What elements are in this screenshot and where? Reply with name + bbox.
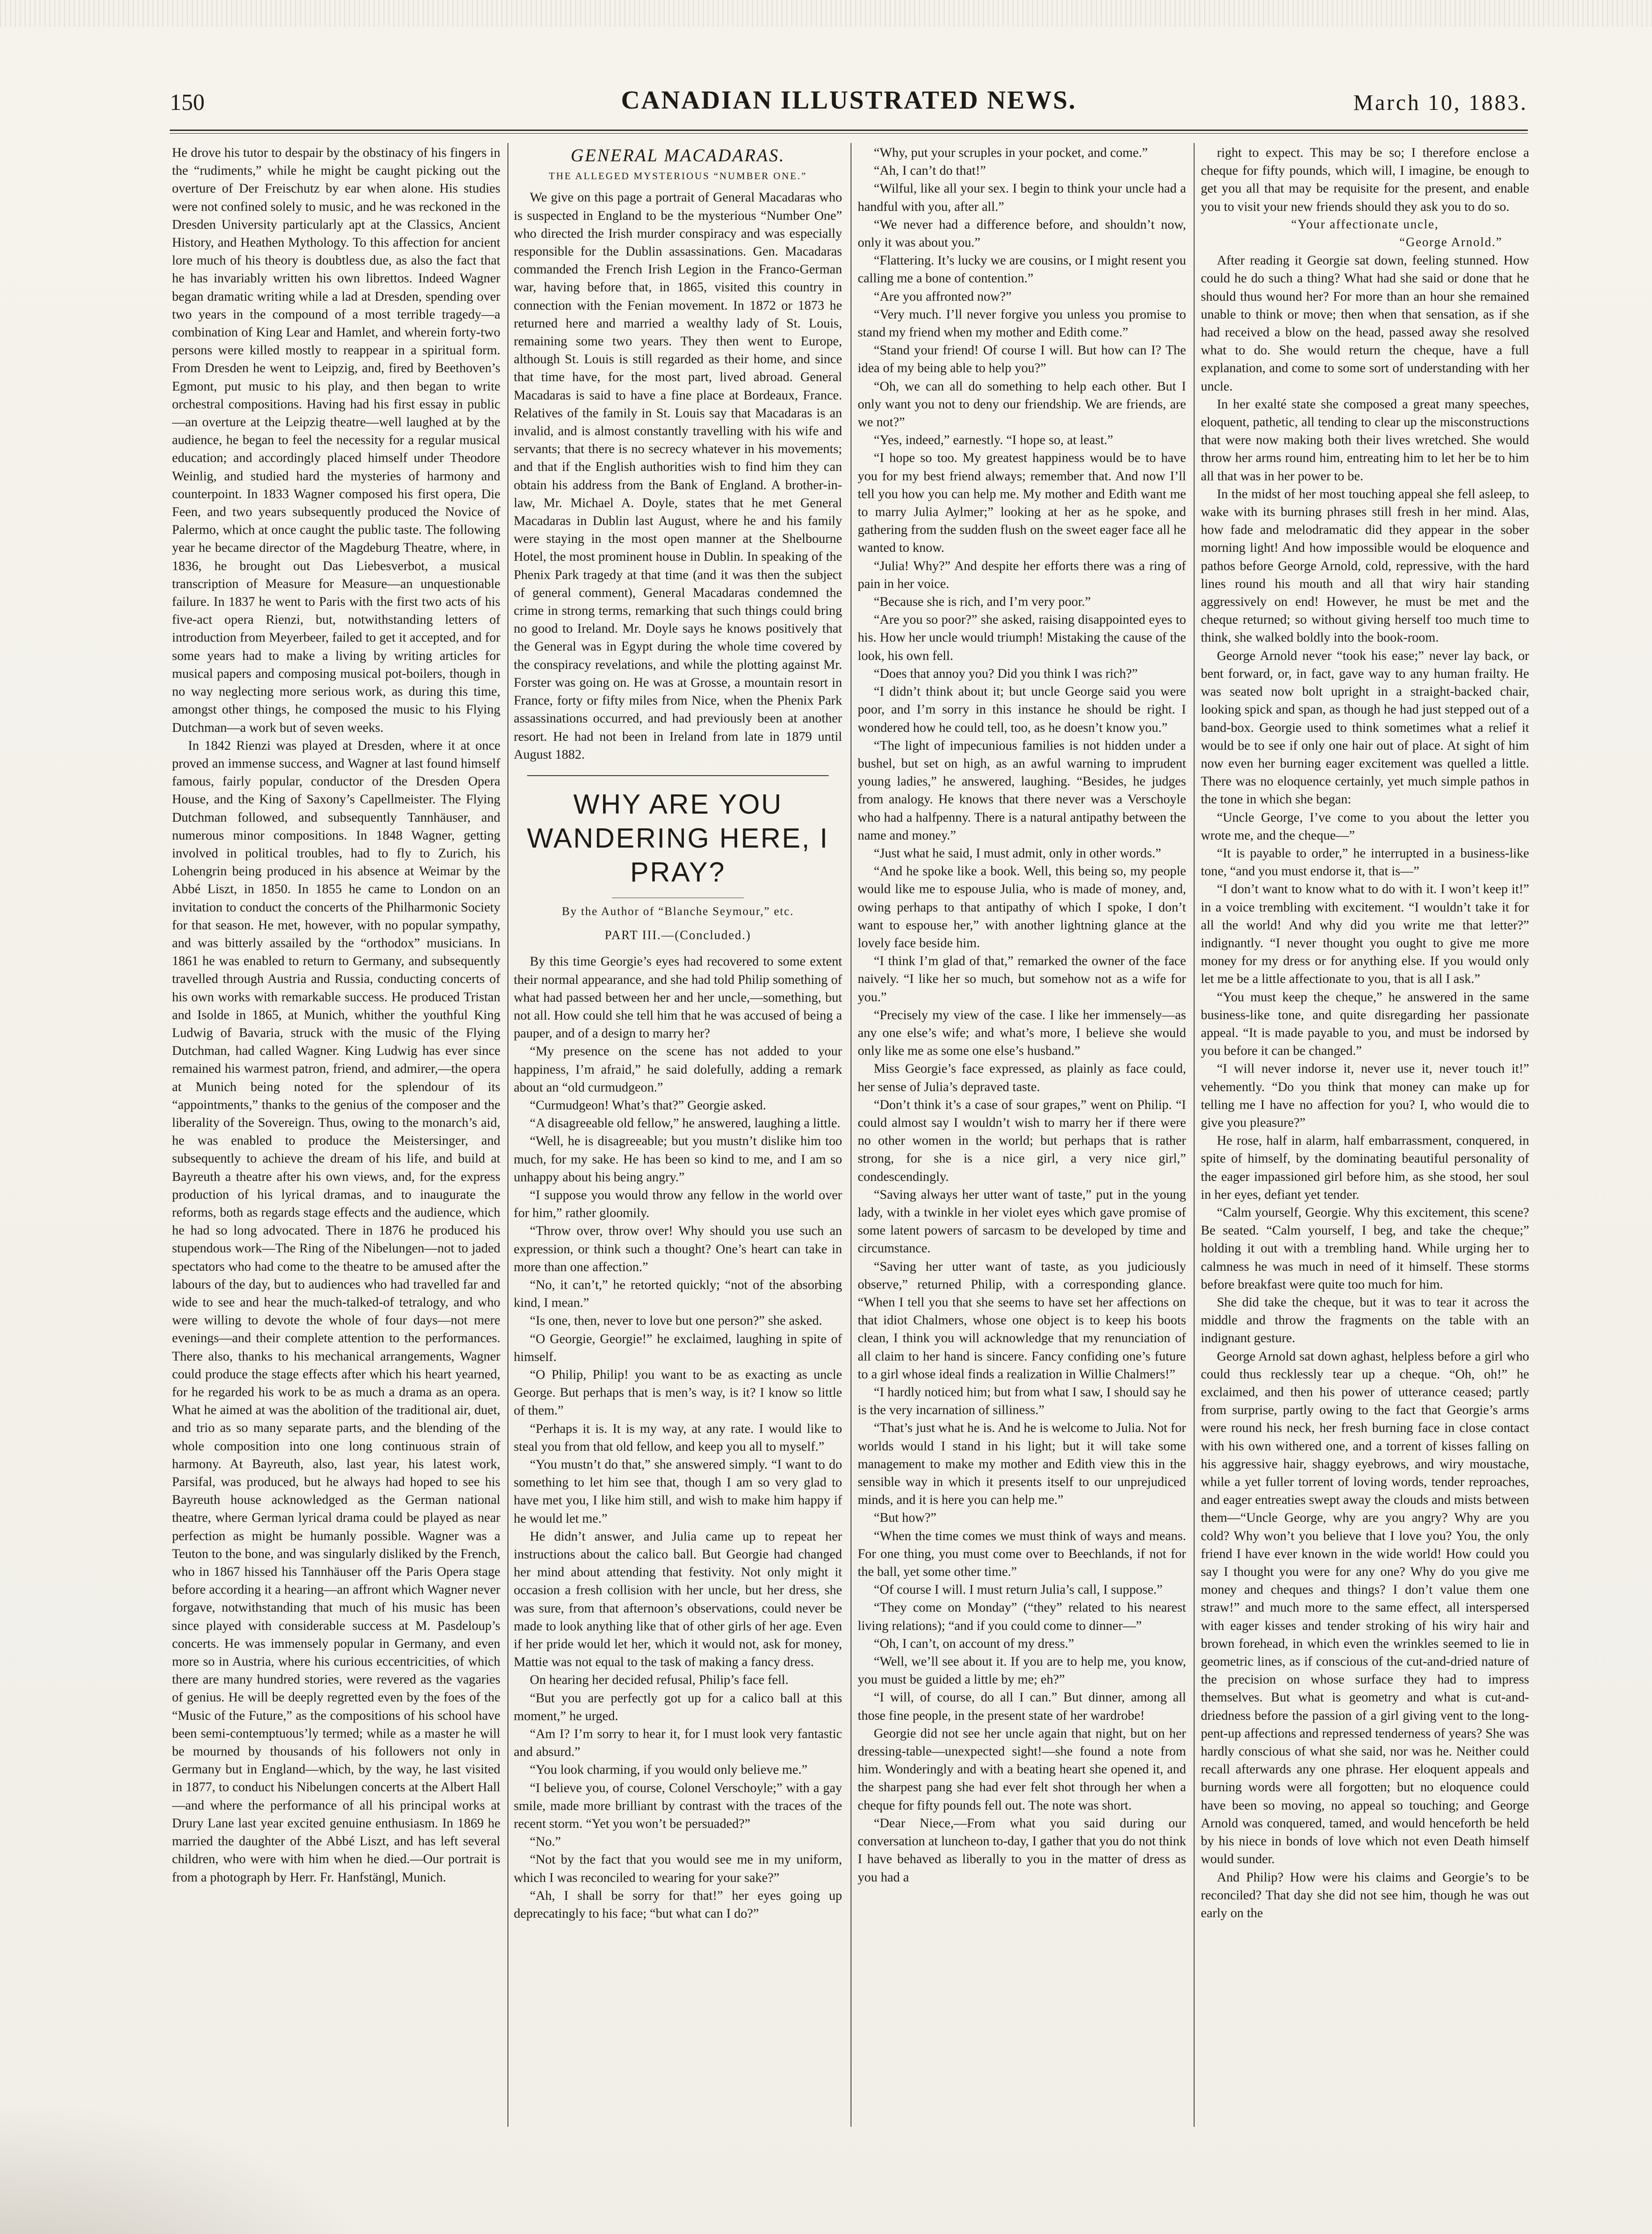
- story-paragraph: “And he spoke like a book. Well, this being so, my people would like me to espouse Julia, who is made of money, and, owing perhaps to that antipathy of which I spoke, I don’t want to espouse her,” with another lightning glance at the lovely face beside him.: [858, 864, 1186, 950]
- story-paragraph: “Not by the fact that you would see me in my uniform, which I was reconciled to wearing for your sake?”: [514, 1852, 842, 1885]
- story-paragraph: “Well, we’ll see about it. If you are to help me, you know, you must be guided a little by me; eh?”: [858, 1655, 1186, 1687]
- story-paragraph: “O Georgie, Georgie!” he exclaimed, laughing in spite of himself.: [514, 1331, 842, 1364]
- header-rule-thin: [170, 133, 1528, 134]
- column-divider: [507, 143, 508, 2127]
- story-paragraph: “But how?”: [874, 1511, 937, 1525]
- story-paragraph: “No, it can’t,” he retorted quickly; “not of the absorbing kind, I mean.”: [514, 1277, 842, 1310]
- story-paragraph: “It is payable to order,” he interrupted in a business-like tone, “and you must endorse it, that is—”: [1201, 846, 1529, 879]
- story-paragraph: He rose, half in alarm, half embarrassment, conquered, in spite of himself, by the dominating beautiful personality of the eager impassioned girl before him, as she stood, her soul in her eyes, defiant yet tender.: [1201, 1134, 1529, 1202]
- letter-closing: “Your affectionate uncle,: [1291, 217, 1439, 231]
- story-paragraph: On hearing her decided refusal, Philip’s face fell.: [530, 1673, 789, 1688]
- story-paragraph: “Are you affronted now?”: [874, 289, 1012, 304]
- section-divider: [527, 775, 829, 776]
- story-paragraph: “You mustn’t do that,” she answered simply. “I want to do something to let him see that, though I am so very glad to have met you, I like him still, and wish to make him happy if he would let me.”: [514, 1457, 842, 1526]
- story-paragraphs-continued: [858, 144, 1186, 1886]
- page-stain: [0, 2100, 402, 2234]
- story-paragraph: “Stand your friend! Of course I will. But how can I? The idea of my being able to help you?”: [858, 343, 1186, 376]
- story-paragraph: “Precisely my view of the case. I like her immensely—as any one else’s wife; and what’s more, I believe she would only like me as some one else’s husband.”: [858, 1008, 1186, 1058]
- story-paragraph: Miss Georgie’s face expressed, as plainly as face could, her sense of Julia’s depraved taste.: [858, 1062, 1186, 1094]
- story-paragraph: “When the time comes we must think of ways and means. For one thing, you must come over to Beechlands, if not for the ball, yet some other time.”: [858, 1529, 1186, 1579]
- story-paragraph: “You look charming, if you would only believe me.”: [530, 1763, 808, 1777]
- story-paragraph: “Perhaps it is. It is my way, at any rate. I would like to steal you from that old fellow, and keep you all to myself.”: [514, 1421, 842, 1454]
- story-paragraph: “No.”: [530, 1835, 561, 1849]
- story-paragraph: By this time Georgie’s eyes had recovered to some extent their normal appearance, and she had told Philip something of what had passed between her and her uncle,—something, but not all. How could she tell him that he was accused of being a pauper, and of a design to marry her?: [514, 954, 842, 1041]
- page-header: [170, 85, 1528, 121]
- story-paragraph: right to expect. This may be so; I therefore enclose a cheque for fifty pounds, which will, I imagine, be enough to get you all that may be requisite for the present, and enable you to visit your new friends should they ask you to do so.: [1201, 146, 1529, 214]
- column-4: [1201, 144, 1529, 2123]
- macadaras-body: We give on this page a portrait of General Macadaras who is suspected in England to be the mysterious “Number One” who directed the Irish murder conspiracy and was especially responsible for the Dublin assassinations. Gen. Macadaras commanded the French Irish Legion in the Franco-German war, having before that, in 1865, visited this country in connection with the Fenian movement. In 1872 or 1873 he returned here and married a wealthy lady of St. Louis, remaining some two years. They then went to Europe, although St. Louis is still regarded as their home, and since that time have, for the most part, lived abroad. General Macadaras is said to have a fine place at Bordeaux, France. Relatives of the family in St. Louis say that Macadaras is an invalid, and is almost constantly travelling with his wife and servants; that there is no secrecy whatever in his movements; and that if the English authorities wish to find him they can obtain his address from the Bank of England. A brother-in-law, Mr. Michael A. Doyle, states that he met General Macadaras in Dublin last August, where he and his family were staying in the most open manner at the Shelbourne Hotel, the most prominent house in Dublin. In speaking of the Phenix Park tragedy at that time (and it was then the subject of general comment), General Macadaras condemned the crime in strong terms, remarking that such things could bring no good to Ireland. Mr. Doyle says he knows positively that the General was in Egypt during the whole time covered by the conspiracy revelations, and while the plotting against Mr. Forster was going on. He was at Grosse, a mountain resort in France, forty or fifty miles from Nice, when the Phenix Park assassinations occurred, and had previously been at another resort. He had not been in Ireland from late in 1879 until August 1882.: [514, 190, 842, 762]
- story-paragraph: “I suppose you would throw any fellow in the world over for him,” rather gloomily.: [514, 1188, 842, 1221]
- story-paragraph: “Just what he said, I must admit, only in other words.”: [874, 846, 1161, 861]
- story-paragraph: “Ah, I can’t do that!”: [874, 164, 986, 178]
- story-paragraph: “Are you so poor?” she asked, raising disappointed eyes to his. How her uncle would triumph! Mistaking the cause of the look, his own fell.: [858, 613, 1186, 663]
- header-rule: [170, 130, 1528, 131]
- story-paragraph: “That’s just what he is. And he is welcome to Julia. Not for worlds would I stand in his light; but it will take some management to make my mother and Edith view this in the sensible way in which it presents itself to our unprejudiced minds, and it is here you can help me.”: [858, 1421, 1186, 1508]
- story-paragraph: “Yes, indeed,” earnestly. “I hope so, at least.”: [874, 433, 1113, 448]
- story-paragraph: “Of course I will. I must return Julia’s call, I suppose.”: [874, 1583, 1163, 1597]
- story-paragraph: “O Philip, Philip! you want to be as exacting as uncle George. But perhaps that is men’s way, is it? I know so little of them.”: [514, 1367, 842, 1418]
- story-paragraph: And Philip? How were his claims and Georgie’s to be reconciled? That day she did not see him, though he was out early on the: [1201, 1870, 1529, 1920]
- story-paragraph: “Dear Niece,—From what you said during our conversation at luncheon to-day, I gather that you do not think I have behaved as liberally to you in the matter of dress as you had a: [858, 1816, 1186, 1885]
- article-title-macadaras: GENERAL MACADARAS.: [570, 145, 785, 165]
- masthead: CANADIAN ILLUSTRATED NEWS.: [621, 85, 1077, 114]
- letter-signature: “George Arnold.”: [1399, 235, 1502, 250]
- story-paragraph: “Ah, I shall be sorry for that!” her eyes going up deprecatingly to his face; “but what can I do?”: [514, 1888, 842, 1921]
- story-paragraph: “Oh, I can’t, on account of my dress.”: [874, 1636, 1074, 1651]
- story-paragraph: “Wilful, like all your sex. I begin to think your uncle had a handful with you, after all.”: [858, 181, 1186, 214]
- story-paragraph: “I hope so too. My greatest happiness would be to have you for my best friend always; remember that. And now I’ll tell you how you can help me. My mother and Edith want me to marry Julia Aylmer;” looking at her as he spoke, and gathering from the sudden flush on the sweet eager face all he wanted to know.: [858, 451, 1186, 555]
- story-paragraph: “I will, of course, do all I can.” But dinner, among all those fine people, in the present state of her wardrobe!: [858, 1690, 1186, 1723]
- page-number: 150: [170, 90, 205, 115]
- story-paragraph: “Don’t think it’s a case of sour grapes,” went on Philip. “I could almost say I wouldn’t wish to marry her if there were no other women in the world; but perhaps that is rather strong, for she is a nice girl, a very nice girl,” condescendingly.: [858, 1097, 1186, 1184]
- story-paragraph: “I don’t want to know what to do with it. I won’t keep it!” in a voice trembling with excitement. “I wouldn’t take it for all the world! And why did you write me that letter?” indignantly. “I never thought you ought to give me more money for my dress or for anything else. If you would only let me be a little affectionate to you, that is all I ask.”: [1201, 882, 1529, 987]
- story-paragraphs: [514, 953, 842, 1923]
- article-subtitle: THE ALLEGED MYSTERIOUS “NUMBER ONE.”: [549, 170, 807, 182]
- column-1: [172, 144, 500, 2123]
- column-2: [514, 144, 842, 2123]
- story-paragraph: “I believe you, of course, Colonel Verschoyle;” with a gay smile, made more brilliant by contrast with the traces of the recent storm. “Yet you won’t be persuaded?”: [514, 1780, 842, 1831]
- story-paragraph: “Because she is rich, and I’m very poor.”: [874, 595, 1091, 609]
- story-paragraphs-final: [1201, 252, 1529, 1922]
- story-paragraph: “They come on Monday” (“they” related to his nearest living relations); “and if you could come to dinner—”: [858, 1600, 1186, 1633]
- story-byline: By the Author of “Blanche Seymour,” etc.: [562, 904, 794, 918]
- story-paragraph: She did take the cheque, but it was to tear it across the middle and throw the fragments on the table with an indignant gesture.: [1201, 1295, 1529, 1346]
- story-paragraph: “Uncle George, I’ve come to you about the letter you wrote me, and the cheque—”: [1201, 810, 1529, 843]
- wagner-paragraph-2: In 1842 Rienzi was played at Dresden, where it at once proved an immense success, and Wagner at last found himself famous, fairly popular, conductor of the Dresden Opera House, and the King of Saxony’s Capellmeister. The Flying Dutchman followed, and subsequently Tannhäuser, and numerous minor compositions. In 1848 Wagner, getting involved in political troubles, had to fly to Zurich, his Lohengrin being produced in his absence at Weimar by the Abbé Liszt, in 1850. In 1855 he came to London on an invitation to conduct the concerts of the Philharmonic Society for that season. He met, however, with no popular sympathy, and was bitterly assailed by the “orthodox” musicians. In 1861 he was enabled to return to Germany, and subsequently travelled through Austria and Russia, conducting concerts of his own works with remarkable success. He produced Tristan and Isolde in 1865, at Munich, whither the youthful King Ludwig of Bavaria, struck with the music of the Flying Dutchman, had called Wagner. King Ludwig has ever since remained his warmest patron, friend, and admirer,—the opera at Munich being noted for the splendour of its “appointments,” thanks to the genius of the composer and the liberality of the Sovereign. Thus, owing to the monarch’s aid, he was enabled to produce the Meistersinger, and subsequently to achieve the dream of his life, and build at Bayreuth a theatre after his own views, and, for the express production of his lyrical dramas, and to inaugurate the reforms, both as regards stage effects and the audience, which he had so long advocated. There in 1876 he produced his stupendous work—The Ring of the Nibelungen—not to jaded spectators who had come to the theatre to be amused after the labours of the day, but to audiences who had travelled far and wide to see and hear the much-talked-of tetralogy, and who were willing to devote the whole of four days—not mere evenings—and their complete attention to the performances. There also, thanks to his mechanical arrangements, Wagner could produce the stage effects after which his heart yearned, for he regarded his work to be as much a drama as an opera. What he aimed at was the abolition of the traditional air, duet, and trio as so many separate parts, and the blending of the whole composition into one long continuous strain of harmony. At Bayreuth, also, last year, his latest work, Parsifal, was produced, but he always had hoped to see his Bayreuth house acknowledged as the German national theatre, where German lyrical drama could be played as near perfection as might be humanly possible. Wagner was a Teuton to the bone, and was singularly disliked by the French, who in 1867 hissed his Tannhäuser off the Paris Opera stage before according it a hearing—an affront which Wagner never forgave, notwithstanding that much of his music has been since played with considerable success at M. Pasdeloup’s concerts. He was immensely popular in Germany, and even more so in Austria, where his curious eccentricities, of which there are many hundred stories, were revered as the vagaries of genius. He will be deeply regretted even by the foes of the “Music of the Future,” as the compositions of his school have been semi-contemptuous’ly termed; while as a master he will be mourned by thousands of his followers not only in Germany but in England—which, by the way, he last visited in 1877, to conduct his Nibelungen concerts at the Albert Hall—and where the performance of all his principal works at Drury Lane last year excited genuine enthusiasm. In 1869 he married the daughter of the Abbé Liszt, and has left several children, who were with him when he died.—Our portrait is from a photograph by Herr. Fr. Hanfstängl, Munich.: [172, 738, 500, 1885]
- story-paragraph: He didn’t answer, and Julia came up to repeat her instructions about the calico ball. But Georgie had changed her mind about attending that festivity. Not only might it occasion a fresh collision with her uncle, but her dress, she was sure, from that afternoon’s observations, could never be made to look anything like that of other girls of her age. Even if her pride would let her, which it would not, ask for money, Mattie was not equal to the task of making a fancy dress.: [514, 1529, 842, 1670]
- story-paragraph: “I will never indorse it, never use it, never touch it!” vehemently. “Do you think that money can make up for telling me I have no affection for you? I, who would die to give you pleasure?”: [1201, 1062, 1529, 1130]
- story-paragraph: “Saving always her utter want of taste,” put in the young lady, with a twinkle in her violet eyes which gave promise of some latent powers of sarcasm to be developed by time and circumstance.: [858, 1187, 1186, 1256]
- story-paragraph: “Saving her utter want of taste, as you judiciously observe,” returned Philip, with a corresponding glance. “When I tell you that she seems to have set her affections on that idiot Chalmers, whose one object is to keep his boots clean, I think you will acknowledge that my renunciation of all claim to her hand is sincere. Fancy confiding one’s future to a girl whose ideal finds a realization in Willie Chalmers!”: [858, 1259, 1186, 1382]
- story-paragraph: George Arnold sat down aghast, helpless before a girl who could thus recklessly tear up a cheque. “Oh, oh!” he exclaimed, and then his power of utterance ceased; partly from surprise, partly owing to the fact that Georgie’s arms were round his neck, her fresh burning face in close contact with his own withered one, and a torrent of kisses falling on his aggressive hair, shaggy eyebrows, and wiry moustache, while a yet fuller torrent of loving words, tender reproaches, and eager entreaties swept away the clouds and mists between them—“Uncle George, why are you angry? Why are you cold? Why won’t you believe that I love you? You, the only friend I have ever known in the wide world! How could you say I thought you were for any one? Why do you give me money and cheques and things? I don’t value them one straw!” and much more to the same effect, all interspersed with eager kisses and tender stroking of his wiry hair and brown forehead, in which even the wrinkles seemed to lie in geometric lines, as if conscious of the cut-and-dried nature of the precision on whose surface they had to impress themselves. But what is geometry and what is cut-and-driedness before the passion of a girl giving vent to the long-pent-up affections and repressed tenderness of years? She was hardly conscious of what she said, nor was he. Neither could recall afterwards any one phrase. Her eloquent appeals and burning words were all forgotten; but no eloquence could have been so moving, no appeal so touching; and George Arnold was conquered, tamed, and would henceforth be held by his niece in bonds of love which not even Death himself would sunder.: [1201, 1349, 1529, 1867]
- story-paragraph: “I hardly noticed him; but from what I saw, I should say he is the very incarnation of silliness.”: [858, 1385, 1186, 1418]
- story-paragraph: Georgie did not see her uncle again that night, but on her dressing-table—unexpected sight!—she found a note from him. Wonderingly and with a beating heart she opened it, and the sharpest pang she had ever felt shot through her when a cheque for fifty pounds fell out. The note was short.: [858, 1726, 1186, 1813]
- story-paragraph: “Am I? I’m sorry to hear it, for I must look very fantastic and absurd.”: [514, 1727, 842, 1759]
- story-paragraph: “Why, put your scruples in your pocket, and come.”: [874, 146, 1148, 160]
- story-paragraph: “I didn’t think about it; but uncle George said you were poor, and I’m sorry in this instance he should be right. I wondered how he could tell, too, as he doesn’t know you.”: [858, 684, 1186, 735]
- story-paragraph: “Curmudgeon! What’s that?” Georgie asked.: [530, 1098, 766, 1113]
- issue-date: March 10, 1883.: [1353, 90, 1528, 115]
- column-3: [858, 144, 1186, 2123]
- story-paragraph: “Julia! Why?” And despite her efforts there was a ring of pain in her voice.: [858, 558, 1186, 591]
- letter-body: [1201, 144, 1529, 216]
- story-paragraph: “The light of impecunious families is not hidden under a bushel, but set on high, as an awful warning to imprudent young ladies,” he answered, laughing. “Besides, he judges from analogy. He knows that there never was a Verschoyle who had a halfpenny. There is a natural antipathy between the name and money.”: [858, 738, 1186, 843]
- story-paragraph: “Calm yourself, Georgie. Why this excitement, this scene? Be seated. “Calm yourself, I beg, and take the cheque;” holding it out with a trembling hand. While urging her to calmness he was much in need of it himself. These storms before breakfast were quite too much for him.: [1201, 1205, 1529, 1292]
- story-paragraph: “Is one, then, never to love but one person?” she asked.: [530, 1314, 822, 1328]
- story-paragraph: George Arnold never “took his ease;” never lay back, or bent forward, or, in fact, gave way to any human frailty. He was seated now bolt upright in a straight-backed chair, looking spick and span, as though he had just stepped out of a band-box. Georgie used to think sometimes what a relief it would be to see if only one hair out of place. At sight of him now even her burning eager excitement was quelled a little. There was no eloquence certainly, yet much simple pathos in the tone in which she began:: [1201, 648, 1529, 807]
- story-title: WHY ARE YOU WANDERING HERE, I PRAY?: [527, 789, 829, 888]
- story-paragraph: “Very much. I’ll never forgive you unless you promise to stand my friend when my mother and Edith come.”: [858, 307, 1186, 340]
- story-paragraph: “A disagreeable old fellow,” he answered, laughing a little.: [530, 1116, 841, 1131]
- column-divider: [1194, 143, 1195, 2127]
- story-paragraph: “Does that annoy you? Did you think I was rich?”: [874, 666, 1138, 681]
- story-paragraph: “But you are perfectly got up for a calico ball at this moment,” he urged.: [514, 1691, 842, 1723]
- story-paragraph: “Throw over, throw over! Why should you use such an expression, or think such a thought? One’s heart can take in more than one affection.”: [514, 1224, 842, 1274]
- story-paragraph: “We never had a difference before, and shouldn’t now, only it was about you.”: [858, 217, 1186, 250]
- wagner-paragraph-1: He drove his tutor to despair by the obstinacy of his fingers in the “rudiments,” while he might be caught picking out the overture of Der Freischutz by ear when alone. His studies were not confined solely to music, and he was reckoned in the Dresden University particularly apt at the Classics, Ancient History, and Heathen Mythology. To this affection for ancient lore much of his theory is doubtless due, as also the fact that he has invariably written his own librettos. Indeed Wagner began dramatic writing while a lad at Dresden, spending over two years in the compound of a most terrible tragedy—a combination of King Lear and Hamlet, and wherein forty-two persons were killed mostly to reappear in a spiritual form. From Dresden he went to Leipzig, and, fired by Beethoven’s Egmont, put music to his play, and then began to write orchestral compositions. Having had his first essay in public—an overture at the Leipzig theatre—well laughed at by the audience, he began to feel the necessity for a regular musical education; and accordingly placed himself under Theodore Weinlig, and studied hard the mysteries of harmony and counterpoint. In 1833 Wagner composed his first opera, Die Feen, and two years subsequently produced the Novice of Palermo, which at once caught the public taste. The following year he became director of the Magdeburg Theatre, where, in 1836, he brought out Das Liebesverbot, a musical transcription of Measure for Measure—an unquestionable failure. In 1837 he went to Paris with the first two acts of his five-act opera Rienzi, but, notwithstanding letters of introduction from Meyerbeer, failed to get it accepted, and for some years had to make a living by writing articles for musical papers and composing musical pot-boilers, though in no way neglecting more serious work, as during this time, amongst other things, he composed the music to his Flying Dutchman—a work but of seven weeks.: [172, 146, 500, 735]
- story-paragraph: “Oh, we can all do something to help each other. But I only want you not to deny our friendship. We are friends, are we not?”: [858, 379, 1186, 430]
- story-paragraph: “Well, he is disagreeable; but you mustn’t dislike him too much, for my sake. He has been so kind to me, and I am so unhappy about his being angry.”: [514, 1134, 842, 1184]
- story-paragraph: In her exalté state she composed a great many speeches, eloquent, pathetic, all tending to clear up the misconstructions that were now making both their lives wretched. She would throw her arms round him, entreating him to let her be to him all that was in her power to be.: [1201, 397, 1529, 483]
- page-edge-texture: [0, 0, 1652, 27]
- story-paragraph: After reading it Georgie sat down, feeling stunned. How could he do such a thing? What had she said or done that he should thus wound her? For more than an hour she remained unable to think or move; then when that sensation, as if she had received a blow on the head, passed away she resolved what to do. She would return the cheque, have a full explanation, and come to some sort of understanding with her uncle.: [1201, 253, 1529, 394]
- story-paragraph: “Flattering. It’s lucky we are cousins, or I might resent you calling me a bone of contention.”: [858, 253, 1186, 286]
- story-paragraph: “You must keep the cheque,” he answered in the same business-like tone, and quite disregarding her passionate appeal. “It is made payable to you, and must be indorsed by you before it can be changed.”: [1201, 990, 1529, 1058]
- story-paragraph: In the midst of her most touching appeal she fell asleep, to wake with its burning phrases still fresh in her mind. Alas, how fade and melodramatic did they appear in the sober morning light! And how impossible would be eloquence and pathos before George Arnold, cold, repressive, with the hard lines round his mouth and all that wiry hair standing aggressively on end! However, he must be met and the cheque returned; so without giving herself too much time to think, she walked boldly into the book-room.: [1201, 487, 1529, 645]
- story-paragraph: “I think I’m glad of that,” remarked the owner of the face naively. “I like her so much, but somehow not as a wife for you.”: [858, 954, 1186, 1004]
- story-part: PART III.—(Concluded.): [604, 928, 751, 943]
- story-paragraph: “My presence on the scene has not added to your happiness, I’m afraid,” he said dolefully, adding a remark about an “old curmudgeon.”: [514, 1044, 842, 1095]
